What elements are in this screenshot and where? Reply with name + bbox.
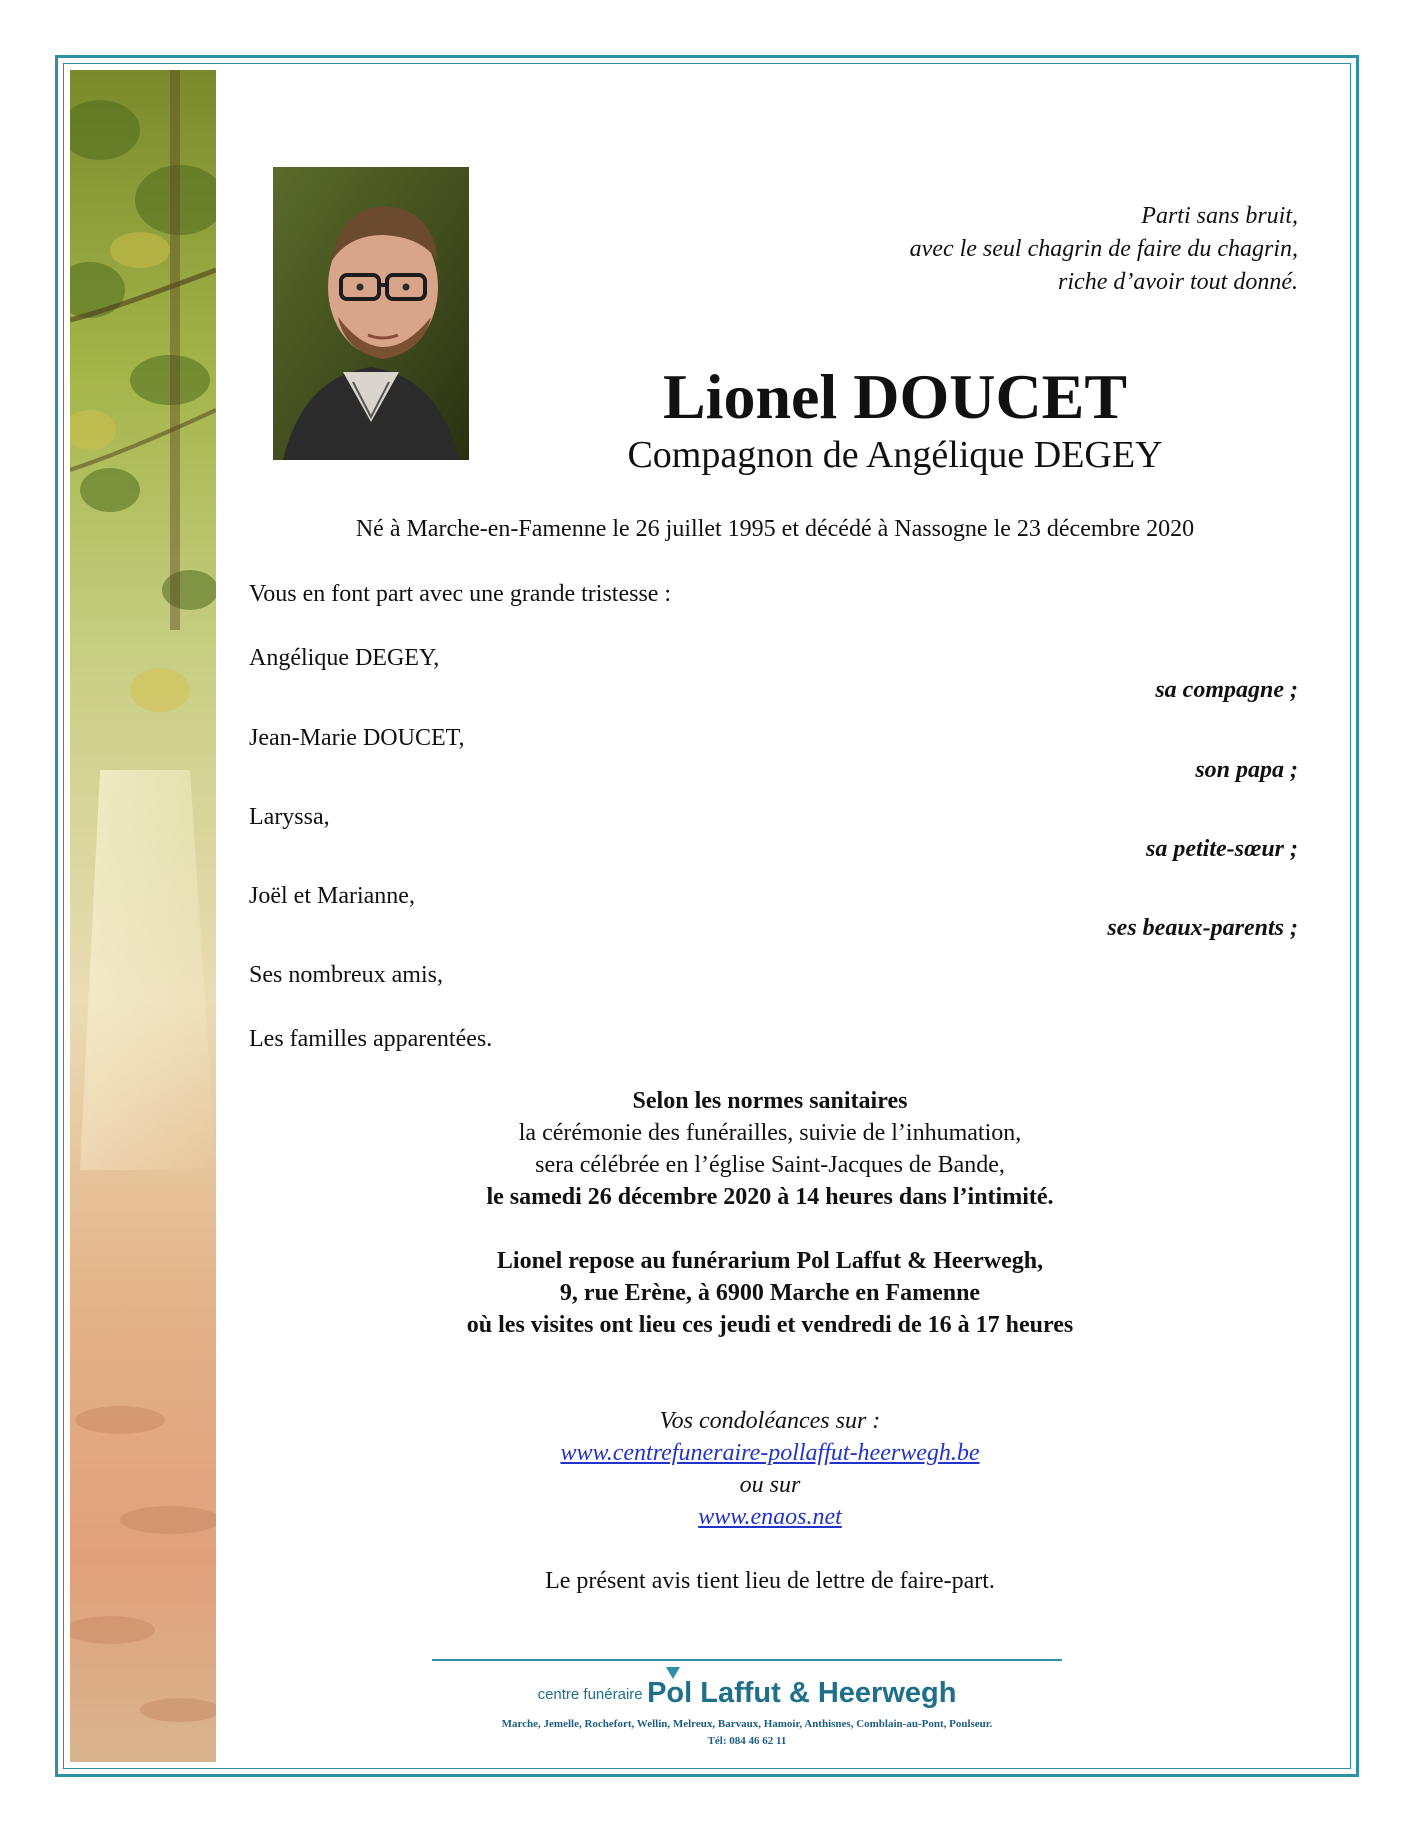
family-member-name: Angélique DEGEY,: [249, 645, 440, 671]
family-member-name: Jean-Marie DOUCET,: [249, 725, 465, 751]
family-member-name: Laryssa,: [249, 804, 330, 830]
logo-wordmark: [432, 1677, 1062, 1710]
funerarium-line: Lionel repose au funérarium Pol Laffut & Heerwegh,: [496, 1248, 1044, 1274]
notice-line: Le présent avis tient lieu de lettre de faire-part.: [545, 1568, 995, 1594]
family-member-name: Joël et Marianne,: [249, 883, 415, 909]
logo-towns: Marche, Jemelle, Rochefort, Wellin, Melreux, Barvaux, Hamoir, Anthisnes, Comblain-au-Pont, Poulseur.: [501, 1718, 993, 1730]
forest-path-illustration: [70, 70, 216, 1762]
ceremony-heading: Selon les normes sanitaires: [632, 1088, 908, 1114]
condolences-label: Vos condoléances sur :: [659, 1408, 881, 1434]
announcement-intro: Vous en font part avec une grande tristesse :: [249, 581, 672, 607]
logo-phone: Tél: 084 46 62 11: [707, 1735, 787, 1747]
deceased-subtitle: Compagnon de Angélique DEGEY: [627, 434, 1163, 476]
deceased-name: Lionel DOUCET: [662, 361, 1128, 432]
family-member-relation: son papa ;: [1195, 757, 1298, 783]
logo-rule: [432, 1659, 1062, 1661]
epitaph-quote: [910, 200, 1298, 299]
funerarium-address: 9, rue Erène, à 6900 Marche en Famenne: [559, 1280, 981, 1306]
others-line: Les familles apparentées.: [249, 1026, 493, 1052]
logo-brand: Pol Laffut & Heerwegh: [647, 1677, 957, 1709]
quote-line: Parti sans bruit,: [1141, 203, 1298, 229]
condolences-block: [320, 1405, 1220, 1533]
visiting-hours: où les visites ont lieu ces jeudi et vendredi de 16 à 17 heures: [466, 1312, 1074, 1338]
quote-line: riche d’avoir tout donné.: [1058, 269, 1298, 295]
family-member-relation: sa petite-sœur ;: [1146, 836, 1298, 862]
ceremony-line: la cérémonie des funérailles, suivie de l’inhumation,: [518, 1120, 1022, 1146]
family-member-relation: sa compagne ;: [1155, 677, 1298, 703]
ceremony-date: le samedi 26 décembre 2020 à 14 heures dans l’intimité.: [486, 1184, 1054, 1210]
others-line: Ses nombreux amis,: [249, 962, 443, 988]
forest-path-image: [70, 70, 216, 1762]
birth-death-line: Né à Marche-en-Famenne le 26 juillet 1995 et décédé à Nassogne le 23 décembre 2020: [355, 516, 1195, 542]
condolences-link-enaos[interactable]: www.enaos.net: [698, 1504, 842, 1530]
ceremony-block: [320, 1085, 1220, 1213]
condolences-or: ou sur: [739, 1472, 801, 1498]
ceremony-line: sera célébrée en l’église Saint-Jacques de Bande,: [535, 1152, 1005, 1178]
condolences-link-funeral-center[interactable]: www.centrefuneraire-pollaffut-heerwegh.be: [560, 1440, 980, 1466]
funeral-home-logo: [432, 1655, 1062, 1755]
logo-prefix: centre funéraire: [537, 1686, 643, 1703]
family-member-relation: ses beaux-parents ;: [1107, 915, 1298, 941]
funerarium-block: [320, 1245, 1220, 1341]
portrait-illustration: [273, 167, 469, 460]
quote-line: avec le seul chagrin de faire du chagrin,: [909, 236, 1298, 262]
portrait-photo: [273, 167, 469, 460]
